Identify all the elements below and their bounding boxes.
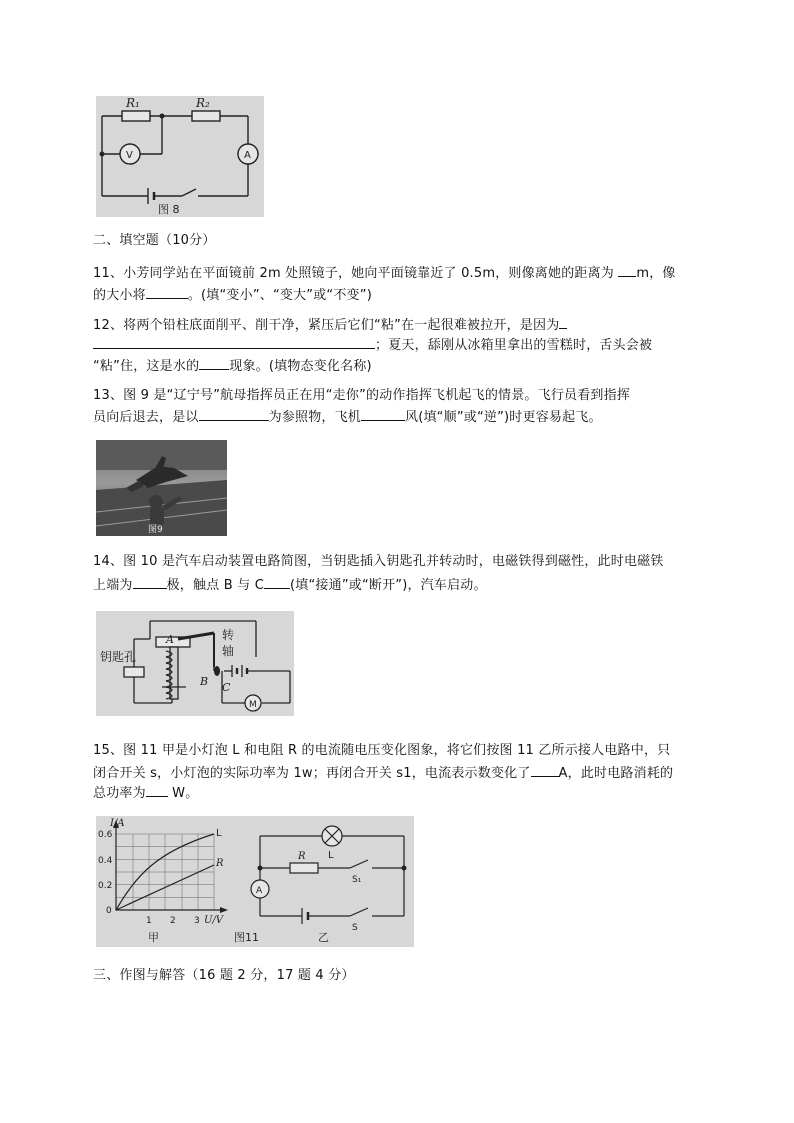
q11-blank-2 <box>146 284 188 299</box>
q15-text-a: 闭合开关 s，小灯泡的实际功率为 1w；再闭合开关 s1，电流表示数变化了 <box>93 766 531 781</box>
ytick-04: 0.4 <box>98 856 113 866</box>
q15-text-c: 总功率为 <box>93 786 146 801</box>
q11-blank-1 <box>618 262 636 277</box>
q14-blank-1 <box>133 574 167 589</box>
q12-text-a: 12、将两个铅柱底面削平、削干净，紧压后它们“粘”在一起很难被拉开，是因为 <box>93 318 560 333</box>
q13-text-a: 员向后退去，是以 <box>93 410 199 425</box>
fig8-caption: 图 8 <box>158 203 180 216</box>
section-3-heading: 三、作图与解答（16 题 2 分，17 题 4 分） <box>93 968 355 983</box>
ytick-02: 0.2 <box>98 881 113 891</box>
r2-label: R₂ <box>196 96 210 110</box>
caption-mid: 图11 <box>234 931 259 944</box>
q14-line-2 <box>93 574 487 596</box>
curve-r-label: R <box>216 858 224 869</box>
q11-text-b: m，像 <box>636 266 676 281</box>
keyhole-label: 钥匙孔 <box>100 650 137 664</box>
q13-text-c: 风(填“顺”或“逆”)时更容易起飞。 <box>405 410 602 425</box>
q14-line-1: 14、图 10 是汽车启动装置电路简图，当钥匙插入钥匙孔并转动时，电磁铁得到磁性，此时电磁铁 <box>93 554 664 569</box>
ammeter-label: A <box>244 150 251 161</box>
ammeter-label: A <box>256 886 263 896</box>
q14-blank-2 <box>264 574 290 589</box>
caption-left: 甲 <box>148 931 159 944</box>
axis-label-2: 轴 <box>222 644 235 658</box>
q12-blank-2 <box>199 355 229 370</box>
figure-9-photo <box>96 440 227 536</box>
q11-line-1 <box>93 262 676 284</box>
xtick-2: 2 <box>170 916 176 926</box>
ytick-0: 0 <box>106 906 112 916</box>
switch-s1-label: S₁ <box>352 875 362 885</box>
voltmeter-label: V <box>126 150 133 161</box>
q13-line-2 <box>93 406 602 428</box>
point-a-label: A <box>166 633 174 646</box>
q15-line-3 <box>93 782 198 804</box>
q15-line-1: 15、图 11 甲是小灯泡 L 和电阻 R 的电流随电压变化图象，将它们按图 11 乙所示接人电路中，只 <box>93 743 671 758</box>
q12-line-1 <box>93 314 567 336</box>
axis-label-1: 转 <box>222 628 235 642</box>
q11-text-c: 的大小将 <box>93 288 146 303</box>
graph-xlabel: U/V <box>204 915 224 926</box>
q12-blank-1-start <box>559 314 567 329</box>
q11-text-a: 11、小芳同学站在平面镜前 2m 处照镜子，她向平面镜靠近了 0.5m，则像离她的距离为 <box>93 266 619 281</box>
figure-11 <box>96 816 414 947</box>
q13-text-b: 为参照物，飞机 <box>268 410 362 425</box>
q12-text-b: ；夏天，舔刚从冰箱里拿出的雪糕时，舌头会被 <box>375 338 653 353</box>
q12-blank-1 <box>93 334 375 349</box>
caption-right: 乙 <box>318 931 329 944</box>
q12-text-d: 现象。(填物态变化名称) <box>229 359 372 374</box>
lamp-label: L <box>328 850 334 861</box>
q12-text-c: “粘”住，这是水的 <box>93 359 200 374</box>
q14-text-c: (填“接通”或“断开”)，汽车启动。 <box>290 578 487 593</box>
resistor-label: R <box>298 851 306 862</box>
q13-blank-1 <box>199 406 269 421</box>
point-b-label: B <box>200 675 209 688</box>
q14-text-b: 极，触点 B 与 C <box>166 578 265 593</box>
q15-text-d: W。 <box>167 786 199 801</box>
q15-blank-2 <box>146 782 168 797</box>
switch-s-label: S <box>352 923 358 933</box>
q12-line-2 <box>93 334 652 356</box>
section-2-heading: 二、填空题（10分） <box>93 233 216 248</box>
q15-blank-1 <box>531 762 559 777</box>
point-c-label: C <box>222 681 231 694</box>
graph-ylabel: I/A <box>110 818 125 829</box>
q13-blank-2 <box>361 406 405 421</box>
figure-10 <box>96 611 294 716</box>
q11-line-2 <box>93 284 372 306</box>
motor-label: M <box>249 700 257 710</box>
q12-line-3 <box>93 355 372 377</box>
q15-text-b: A，此时电路消耗的 <box>558 766 674 781</box>
xtick-1: 1 <box>146 916 152 926</box>
xtick-3: 3 <box>194 916 200 926</box>
q14-text-a: 上端为 <box>93 578 133 593</box>
ytick-06: 0.6 <box>98 830 113 840</box>
fig9-caption: 图9 <box>148 525 163 535</box>
r1-label: R₁ <box>126 96 140 110</box>
q13-line-1: 13、图 9 是“辽宁号”航母指挥员正在用“走你”的动作指挥飞机起飞的情景。飞行员看到指挥 <box>93 388 631 403</box>
curve-l-label: L <box>216 828 222 839</box>
figure-8 <box>96 96 264 217</box>
q15-line-2 <box>93 762 673 784</box>
q11-text-d: 。(填“变小”、“变大”或“不变”) <box>187 288 372 303</box>
